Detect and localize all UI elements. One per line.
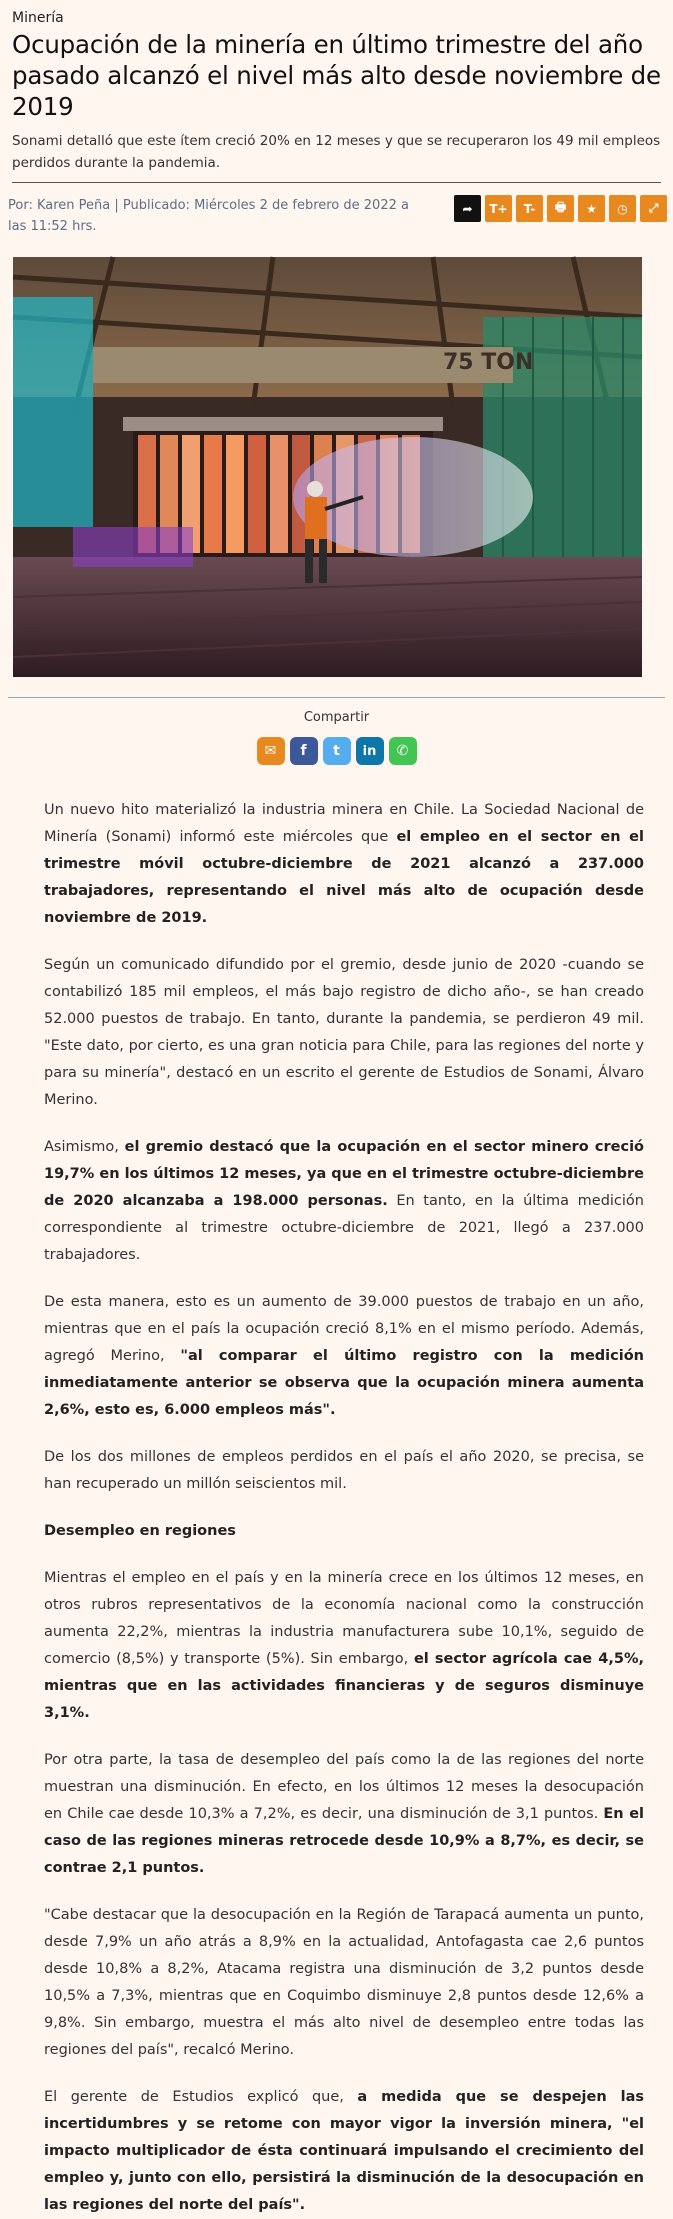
paragraph	[44, 797, 644, 932]
share-arrow-icon[interactable]: ➦	[454, 195, 481, 222]
paragraph	[44, 1289, 644, 1424]
facebook-icon[interactable]: f	[290, 737, 318, 765]
paragraph	[44, 1747, 644, 1882]
article-photo	[13, 257, 642, 677]
crane-sign-text: 75 TON	[443, 350, 534, 375]
paragraph-bold: el sector agrícola cae 4,5%, mientras que en las actividades financieras y de seguros disminuye 3,1%.	[44, 1651, 644, 1721]
article-header	[0, 0, 673, 183]
print-icon[interactable]: 🖶	[547, 195, 574, 222]
paragraph-bold: En el caso de las regiones mineras retrocede desde 10,9% a 8,7%, es decir, se contrae 2,1 puntos.	[44, 1806, 644, 1876]
published-date: Miércoles 2 de febrero de 2022 a las 11:52 hrs.	[8, 198, 409, 234]
linkedin-icon[interactable]: in	[356, 737, 384, 765]
mining-plant-illustration	[13, 257, 642, 677]
paragraph-text: Mientras el empleo en el país y en la minería crece en los últimos 12 meses, en otros rubros representativos de la economía nacional como la construcción aumenta 22,2%, mientras la industria manufacturera sube 10,1%, seguido de comercio (8,5%) y transporte (5%). Sin embargo,	[44, 1570, 644, 1667]
paragraph-bold: el empleo en el sector en el trimestre móvil octubre-diciembre de 2021 alcanzó a 237.000 trabajadores, representando el nivel más alto de ocupación desde noviembre de 2019.	[44, 829, 644, 926]
email-icon[interactable]: ✉	[257, 737, 285, 765]
paragraph: De los dos millones de empleos perdidos en el país el año 2020, se precisa, se han recuperado un millón seiscientos mil.	[44, 1449, 644, 1492]
paragraph-text: De esta manera, esto es un aumento de 39.000 puestos de trabajo en un año, mientras que en el país la ocupación creció 8,1% en el mismo período. Además, agregó Merino,	[44, 1294, 644, 1364]
expand-icon[interactable]: ⤢	[640, 195, 667, 222]
paragraph: "Cabe destacar que la desocupación en la Región de Tarapacá aumenta un punto, desde 7,9% un año atrás a 8,9% en la actualidad, Antofagasta cae 2,6 puntos desde 10,8% a 8,2%, Atacama registra una disminución de 3,2 puntos desde 10,5% a 7,3%, mientras que en Coquimbo disminuye 2,8 puntos desde 12,6% a 9,8%. Sin embargo, muestra el más alto nivel de desempleo entre todas las regiones del país", recalcó Merino.	[44, 1907, 644, 2058]
paragraph-bold: a medida que se despejen las incertidumbres y se retome con mayor vigor la inversión minera, "el impacto multiplicador de ésta continuará impulsando el crecimiento del empleo y, junto con ello, persistirá la disminución de la desocupación en las regiones del norte del país".	[44, 2089, 644, 2213]
paragraph-text: En tanto, en la última medición correspondiente al trimestre octubre-diciembre de 2021, llegó a 237.000 trabajadores.	[44, 1193, 644, 1263]
paragraph-bold: el gremio destacó que la ocupación en el sector minero creció 19,7% en los últimos 12 meses, ya que en el trimestre octubre-diciembre de 2020 alcanzaba a 198.000 personas.	[44, 1139, 644, 1209]
paragraph-text: Un nuevo hito materializó la industria minera en Chile. La Sociedad Nacional de Minería (Sonami) informó este miércoles que	[44, 802, 644, 845]
paragraph-text: Por otra parte, la tasa de desempleo del país como la de las regiones del norte muestran una disminución. En efecto, en los últimos 12 meses la desocupación en Chile cae desde 10,3% a 7,2%, es decir, una disminución de 3,1 puntos.	[44, 1752, 644, 1822]
byline	[8, 195, 428, 237]
whatsapp-icon[interactable]: ✆	[389, 737, 417, 765]
paragraph-text: El gerente de Estudios explicó que,	[44, 2089, 358, 2105]
paragraph	[44, 2084, 644, 2219]
share-buttons	[0, 737, 673, 765]
paragraph-text: Asimismo,	[44, 1139, 125, 1155]
paragraph	[44, 1565, 644, 1727]
paragraph-bold: "al comparar el último registro con la medición inmediatamente anterior se observa que la ocupación minera aumenta 2,6%, esto es, 6.000 empleos más".	[44, 1348, 644, 1418]
twitter-icon[interactable]: t	[323, 737, 351, 765]
published-prefix: Publicado:	[122, 198, 195, 213]
font-decrease-button[interactable]: T-	[516, 195, 543, 222]
star-icon[interactable]: ★	[578, 195, 605, 222]
byline-separator: |	[110, 198, 123, 213]
article-body	[0, 765, 673, 2219]
share-divider	[8, 697, 665, 698]
paragraph: Según un comunicado difundido por el gremio, desde junio de 2020 -cuando se contabilizó 185 mil empleos, el más bajo registro de dicho año-, se han creado 52.000 puestos de trabajo. En tanto, durante la pandemia, se perdieron 49 mil. "Este dato, por cierto, es una gran noticia para Chile, para las regiones del norte y para su minería", destacó en un escrito el gerente de Estudios de Sonami, Álvaro Merino.	[44, 957, 644, 1108]
section-label[interactable]: Minería	[12, 10, 64, 26]
article-toolbar	[454, 195, 667, 222]
author-name[interactable]: Karen Peña	[36, 198, 111, 213]
font-increase-button[interactable]: T+	[485, 195, 512, 222]
article-subtitle: Sonami detalló que este ítem creció 20% en 12 meses y que se recuperaron los 49 mil empleos perdidos durante la pandemia.	[12, 133, 661, 171]
paragraph	[44, 1134, 644, 1269]
section-heading: Desempleo en regiones	[44, 1523, 236, 1539]
author-prefix: Por:	[8, 198, 37, 213]
byline-row	[0, 183, 673, 237]
page-title: Ocupación de la minería en último trimestre del año pasado alcanzó el nivel más alto desde noviembre de 2019	[12, 30, 661, 121]
clock-icon[interactable]: ◷	[609, 195, 636, 222]
share-label: Compartir	[303, 710, 370, 725]
